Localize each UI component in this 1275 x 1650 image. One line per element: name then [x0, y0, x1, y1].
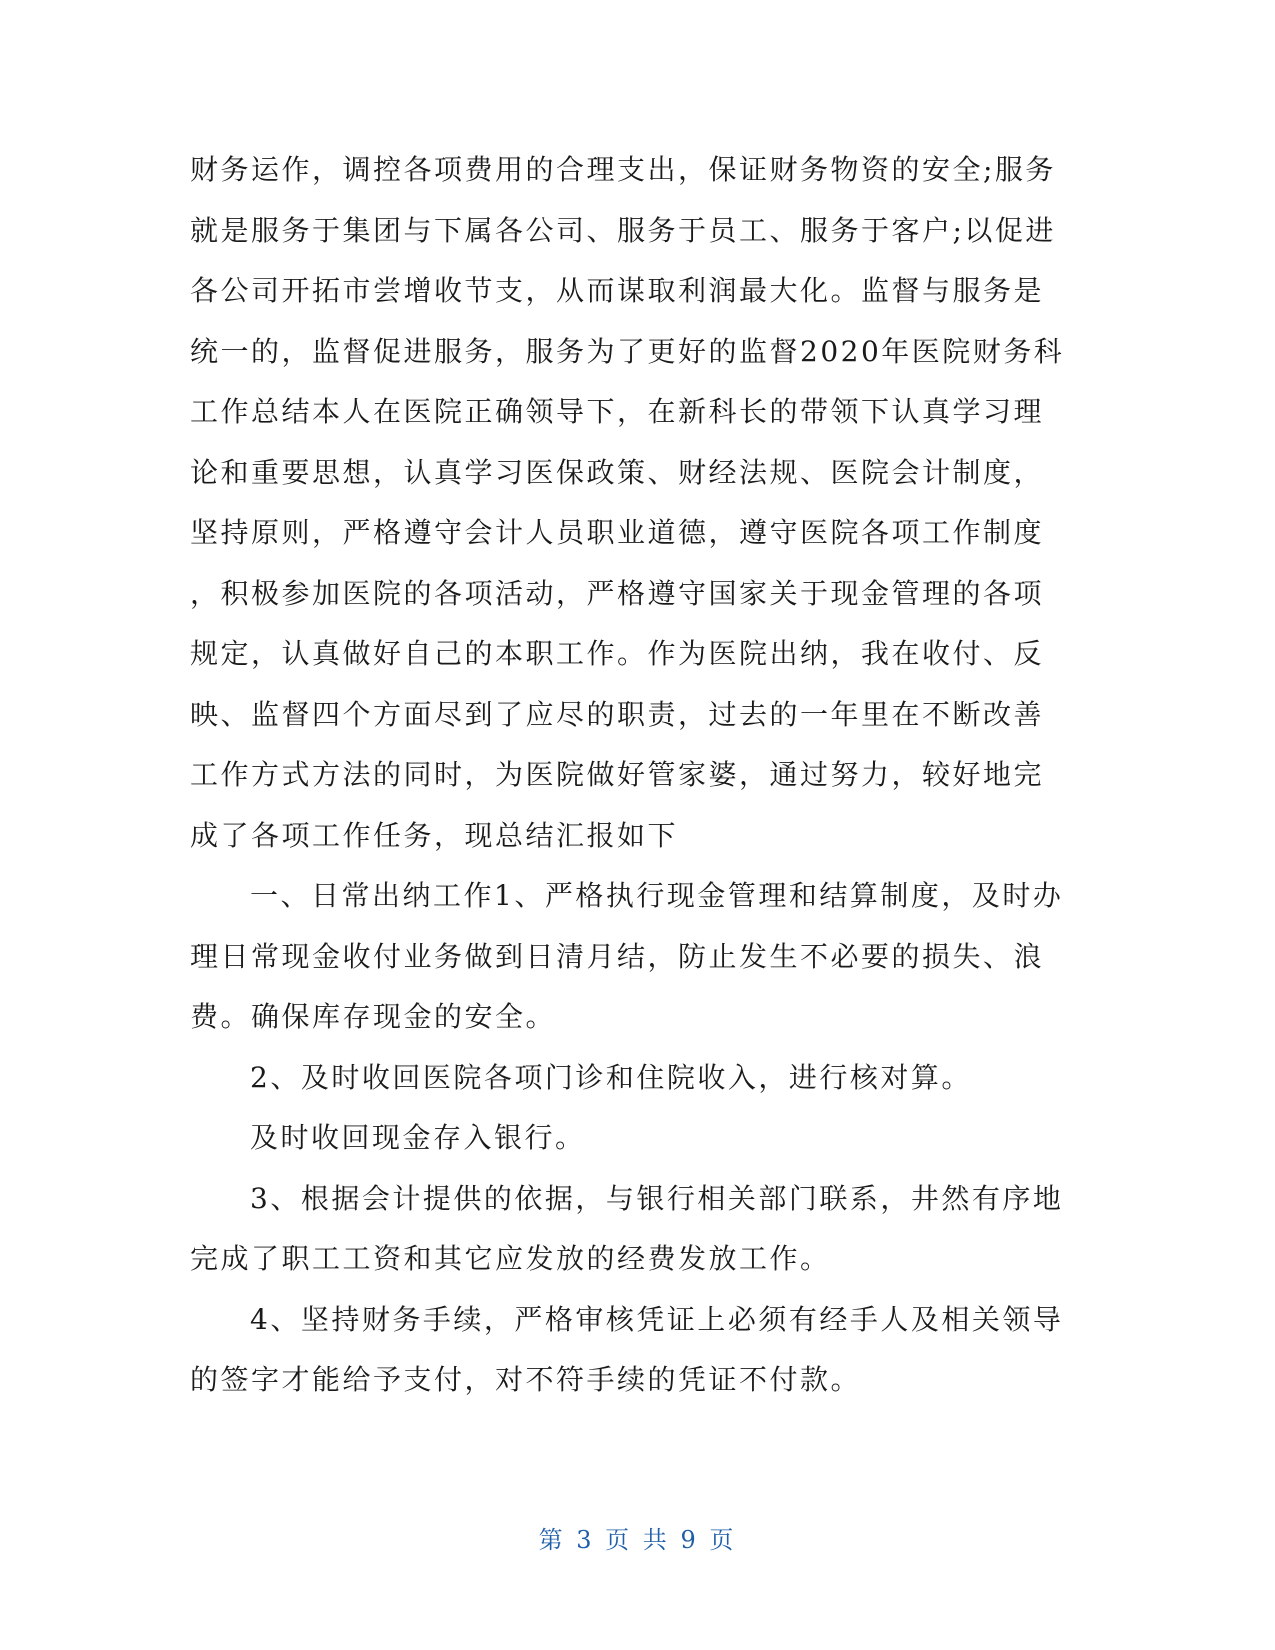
text-line: 就是服务于集团与下属各公司、服务于员工、服务于客户;以促进: [190, 213, 1056, 247]
text-line: 规定，认真做好自己的本职工作。作为医院出纳，我在收付、反: [190, 637, 1045, 670]
text-line: 工作方式方法的同时，为医院做好管家婆，通过努力，较好地完: [190, 758, 1045, 791]
text-line: 2、及时收回医院各项门诊和住院收入，进行核对算。: [250, 1060, 972, 1094]
text-line: 各公司开拓市尝增收节支，从而谋取利润最大化。监督与服务是: [190, 274, 1045, 307]
document-text: [190, 140, 1070, 1411]
text-line: 理日常现金收付业务做到日清月结，防止发生不必要的损失、浪: [190, 939, 1045, 973]
text-line: 统一的，监督促进服务，服务为了更好的监督2020年医院财务科: [190, 334, 1065, 368]
text-line: 坚持原则，严格遵守会计人员职业道德，遵守医院各项工作制度: [190, 516, 1045, 549]
text-line: 映、监督四个方面尽到了应尽的职责，过去的一年里在不断改善: [190, 697, 1045, 731]
text-line: 4、坚持财务手续，严格审核凭证上必须有经手人及相关领导: [250, 1302, 1064, 1336]
text-line: 论和重要思想，认真学习医保政策、财经法规、医院会计制度，: [190, 455, 1045, 489]
text-line: 费。确保库存现金的安全。: [190, 1000, 557, 1033]
text-line: ，积极参加医院的各项活动，严格遵守国家关于现金管理的各项: [190, 576, 1045, 610]
text-line: 工作总结本人在医院正确领导下，在新科长的带领下认真学习理: [190, 395, 1045, 428]
text-line: 一、日常出纳工作1、严格执行现金管理和结算制度，及时办: [250, 879, 1064, 912]
text-line: 成了各项工作任务，现总结汇报如下: [190, 818, 679, 852]
text-line: 完成了职工工资和其它应发放的经费发放工作。: [190, 1242, 831, 1275]
text-line: 及时收回现金存入银行。: [250, 1121, 586, 1154]
text-line: 3、根据会计提供的依据，与银行相关部门联系，井然有序地: [250, 1181, 1064, 1215]
text-line: 财务运作，调控各项费用的合理支出，保证财务物资的安全;服务: [190, 153, 1056, 186]
document-body: [190, 140, 1070, 1411]
text-line: 的签字才能给予支付，对不符手续的凭证不付款。: [190, 1363, 862, 1396]
page-number: 第 3 页 共 9 页: [538, 1526, 737, 1554]
